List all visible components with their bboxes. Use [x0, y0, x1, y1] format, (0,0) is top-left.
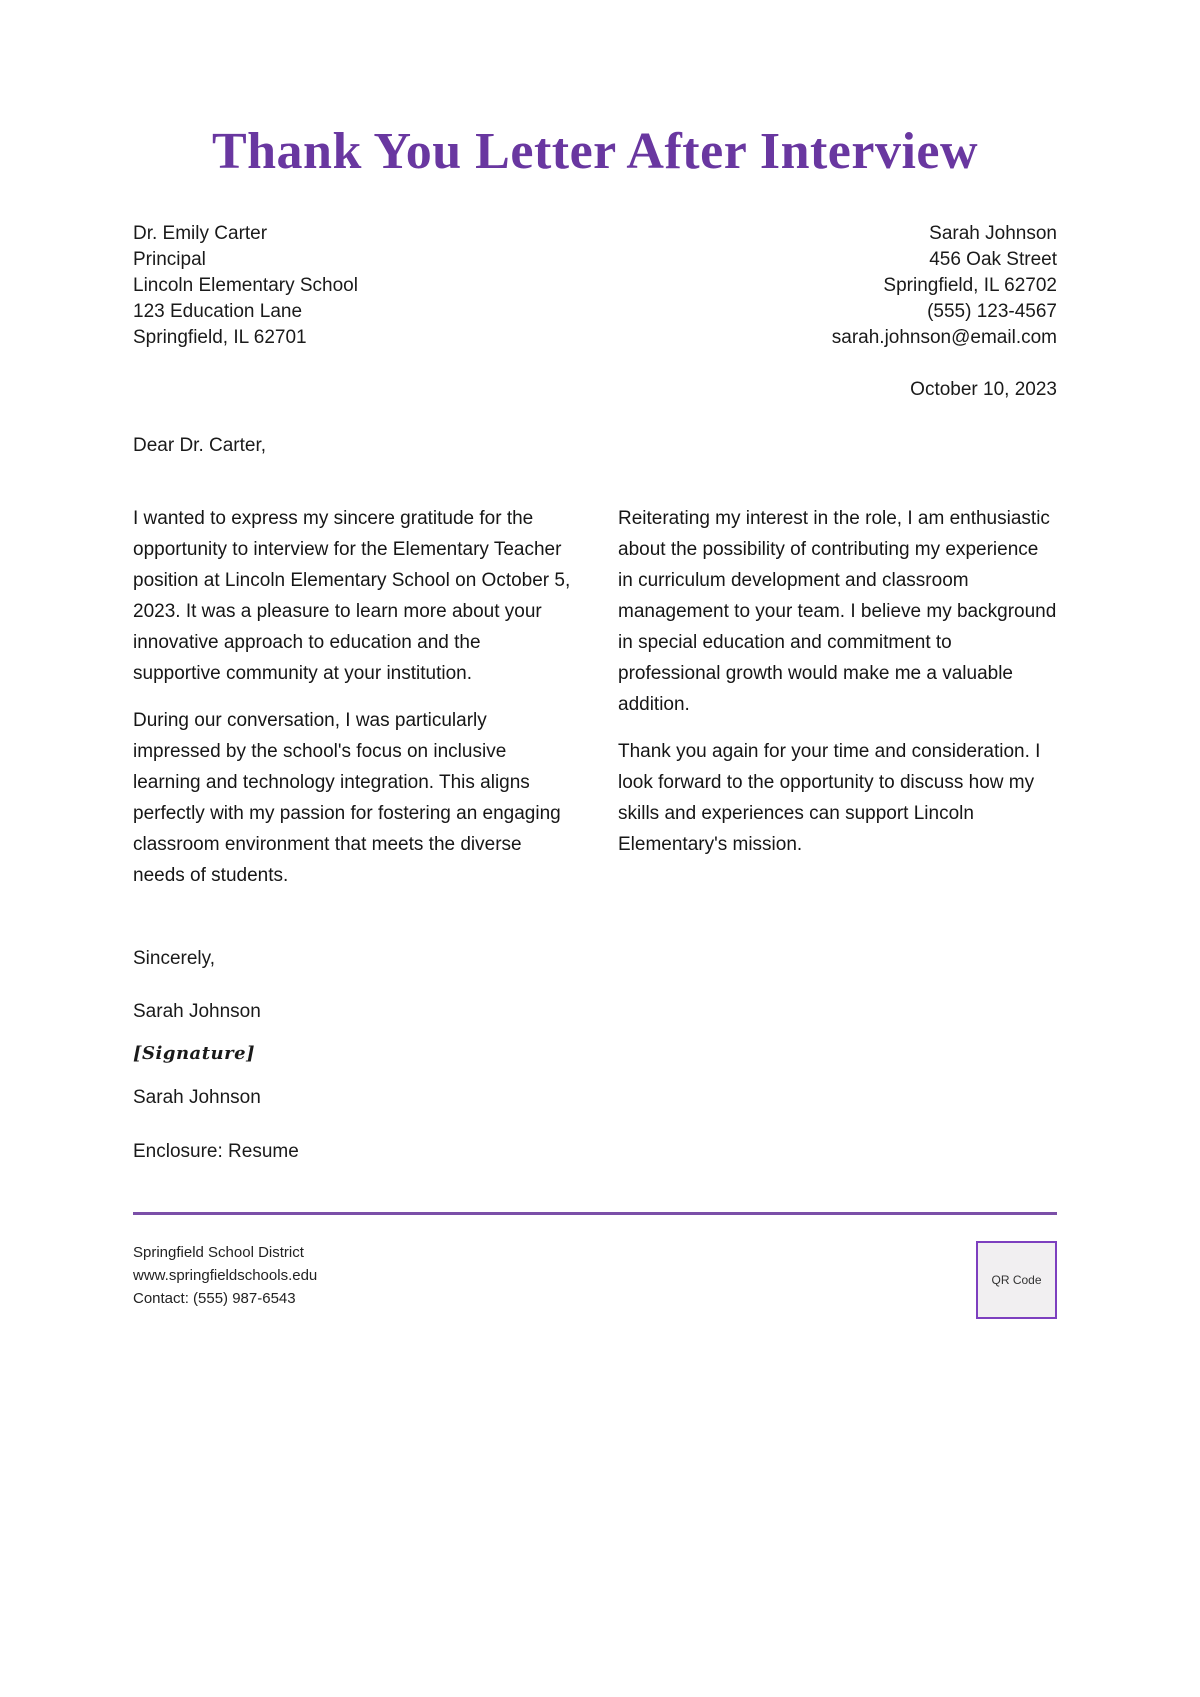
recipient-title: Principal [133, 249, 206, 270]
recipient-city: Springfield, IL 62701 [133, 327, 307, 348]
sender-name: Sarah Johnson [929, 223, 1057, 244]
sender-email: sarah.johnson@email.com [831, 327, 1057, 348]
sender-city: Springfield, IL 62702 [883, 275, 1057, 296]
footer-info-block [133, 1241, 317, 1310]
letter-body [133, 503, 1057, 907]
body-column-left [133, 503, 572, 907]
typed-name: Sarah Johnson [133, 1087, 261, 1108]
sender-street: 456 Oak Street [929, 249, 1057, 270]
footer-divider [133, 1212, 1057, 1215]
letter-date: October 10, 2023 [910, 379, 1057, 400]
signature-placeholder: [Signature] [133, 1043, 256, 1064]
recipient-street: 123 Education Lane [133, 301, 303, 322]
qr-code-placeholder [976, 1241, 1057, 1319]
letter-footer [133, 1241, 1057, 1319]
paragraph-thanks: Thank you again for your time and consideration. I look forward to the opportunity to discuss how my skills and experiences can support Lincoln Elementary's mission. [618, 741, 1041, 855]
recipient-organization: Lincoln Elementary School [133, 275, 358, 296]
closing-name: Sarah Johnson [133, 1001, 261, 1022]
qr-code-label: QR Code [991, 1273, 1042, 1287]
paragraph-gratitude: I wanted to express my sincere gratitude for the opportunity to interview for the Elementary Teacher position at Lincoln Elementary School on October 5, 2023. It was a pleasure to learn more about your innovative approach to education and the supportive community at your institution. [133, 508, 571, 684]
sender-phone: (555) 123-4567 [927, 301, 1057, 322]
sender-address-block [832, 221, 1057, 351]
valediction: Sincerely, [133, 948, 216, 969]
paragraph-impressions: During our conversation, I was particularly impressed by the school's focus on inclusive learning and technology integration. This aligns perfectly with my passion for fostering an engaging classroom environment that meets the diverse needs of students. [133, 710, 561, 886]
salutation: Dear Dr. Carter, [133, 435, 267, 456]
closing-block [133, 943, 1057, 1167]
paragraph-interest: Reiterating my interest in the role, I am enthusiastic about the possibility of contributing my experience in curriculum development and classroom management to your team. I believe my background in special education and commitment to professional growth would make me a valuable addition. [618, 508, 1057, 715]
footer-organization: Springfield School District [133, 1244, 304, 1261]
recipient-address-block [133, 221, 358, 351]
body-column-right [618, 503, 1057, 907]
page-title: Thank You Letter After Interview [211, 123, 979, 180]
recipient-name: Dr. Emily Carter [133, 223, 268, 244]
letter-content [133, 0, 1057, 1319]
enclosure-note: Enclosure: Resume [133, 1141, 299, 1162]
footer-contact: Contact: (555) 987-6543 [133, 1290, 296, 1307]
address-blocks [133, 221, 1057, 351]
footer-website: www.springfieldschools.edu [133, 1267, 318, 1284]
